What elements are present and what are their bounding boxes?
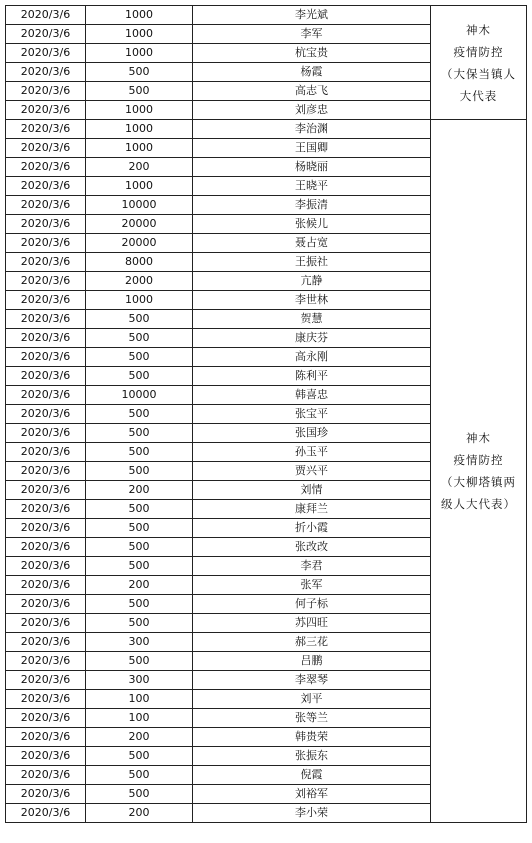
amount-cell: 500 xyxy=(86,557,193,576)
name-cell: 亢静 xyxy=(193,272,431,291)
date-cell: 2020/3/6 xyxy=(6,538,86,557)
name-cell: 杭宝贵 xyxy=(193,44,431,63)
amount-cell: 500 xyxy=(86,519,193,538)
name-cell: 李军 xyxy=(193,25,431,44)
name-cell: 王晓平 xyxy=(193,177,431,196)
amount-cell: 200 xyxy=(86,804,193,823)
amount-cell: 500 xyxy=(86,367,193,386)
name-cell: 张改改 xyxy=(193,538,431,557)
date-cell: 2020/3/6 xyxy=(6,614,86,633)
name-cell: 韩喜忠 xyxy=(193,386,431,405)
table-row xyxy=(6,120,527,139)
date-cell: 2020/3/6 xyxy=(6,215,86,234)
date-cell: 2020/3/6 xyxy=(6,690,86,709)
amount-cell: 20000 xyxy=(86,215,193,234)
amount-cell: 2000 xyxy=(86,272,193,291)
amount-cell: 100 xyxy=(86,690,193,709)
group-note-line: （大柳塔镇两 xyxy=(441,475,516,489)
date-cell: 2020/3/6 xyxy=(6,139,86,158)
amount-cell: 500 xyxy=(86,614,193,633)
date-cell: 2020/3/6 xyxy=(6,481,86,500)
amount-cell: 500 xyxy=(86,500,193,519)
date-cell: 2020/3/6 xyxy=(6,405,86,424)
date-cell: 2020/3/6 xyxy=(6,63,86,82)
amount-cell: 100 xyxy=(86,709,193,728)
name-cell: 高永刚 xyxy=(193,348,431,367)
group-note-cell xyxy=(431,6,527,120)
date-cell: 2020/3/6 xyxy=(6,44,86,63)
date-cell: 2020/3/6 xyxy=(6,253,86,272)
group-note-cell xyxy=(431,120,527,823)
name-cell: 杨晓丽 xyxy=(193,158,431,177)
amount-cell: 500 xyxy=(86,747,193,766)
group-note-line: 神木 xyxy=(466,22,491,37)
amount-cell: 1000 xyxy=(86,101,193,120)
amount-cell: 20000 xyxy=(86,234,193,253)
amount-cell: 500 xyxy=(86,63,193,82)
name-cell: 李世林 xyxy=(193,291,431,310)
amount-cell: 300 xyxy=(86,633,193,652)
date-cell: 2020/3/6 xyxy=(6,633,86,652)
date-cell: 2020/3/6 xyxy=(6,766,86,785)
amount-cell: 1000 xyxy=(86,139,193,158)
amount-cell: 500 xyxy=(86,310,193,329)
date-cell: 2020/3/6 xyxy=(6,82,86,101)
name-cell: 刘彦忠 xyxy=(193,101,431,120)
amount-cell: 1000 xyxy=(86,120,193,139)
date-cell: 2020/3/6 xyxy=(6,671,86,690)
name-cell: 康拜兰 xyxy=(193,500,431,519)
name-cell: 吕鹏 xyxy=(193,652,431,671)
name-cell: 何子标 xyxy=(193,595,431,614)
name-cell: 刘平 xyxy=(193,690,431,709)
name-cell: 倪霞 xyxy=(193,766,431,785)
name-cell: 郝三花 xyxy=(193,633,431,652)
date-cell: 2020/3/6 xyxy=(6,25,86,44)
group-note-line: 大代表 xyxy=(459,88,498,103)
amount-cell: 1000 xyxy=(86,6,193,25)
amount-cell: 500 xyxy=(86,424,193,443)
date-cell: 2020/3/6 xyxy=(6,329,86,348)
amount-cell: 200 xyxy=(86,158,193,177)
date-cell: 2020/3/6 xyxy=(6,804,86,823)
name-cell: 孙玉平 xyxy=(193,443,431,462)
date-cell: 2020/3/6 xyxy=(6,158,86,177)
name-cell: 康庆芬 xyxy=(193,329,431,348)
date-cell: 2020/3/6 xyxy=(6,576,86,595)
amount-cell: 500 xyxy=(86,595,193,614)
name-cell: 李小荣 xyxy=(193,804,431,823)
date-cell: 2020/3/6 xyxy=(6,785,86,804)
donation-table xyxy=(5,5,527,823)
amount-cell: 500 xyxy=(86,82,193,101)
date-cell: 2020/3/6 xyxy=(6,291,86,310)
name-cell: 刘裕军 xyxy=(193,785,431,804)
table-row xyxy=(6,6,527,25)
date-cell: 2020/3/6 xyxy=(6,728,86,747)
name-cell: 李君 xyxy=(193,557,431,576)
name-cell: 张国珍 xyxy=(193,424,431,443)
amount-cell: 500 xyxy=(86,329,193,348)
date-cell: 2020/3/6 xyxy=(6,196,86,215)
date-cell: 2020/3/6 xyxy=(6,6,86,25)
date-cell: 2020/3/6 xyxy=(6,120,86,139)
date-cell: 2020/3/6 xyxy=(6,386,86,405)
group-note-line: 神木 xyxy=(466,431,491,445)
group-note-line: 级人大代表） xyxy=(441,497,516,511)
amount-cell: 500 xyxy=(86,443,193,462)
date-cell: 2020/3/6 xyxy=(6,500,86,519)
amount-cell: 300 xyxy=(86,671,193,690)
name-cell: 陈利平 xyxy=(193,367,431,386)
amount-cell: 8000 xyxy=(86,253,193,272)
group-note-line: （大保当镇人 xyxy=(441,66,516,81)
name-cell: 李振清 xyxy=(193,196,431,215)
name-cell: 苏四旺 xyxy=(193,614,431,633)
name-cell: 王振社 xyxy=(193,253,431,272)
name-cell: 杨霞 xyxy=(193,63,431,82)
date-cell: 2020/3/6 xyxy=(6,234,86,253)
name-cell: 张候儿 xyxy=(193,215,431,234)
name-cell: 聂占宽 xyxy=(193,234,431,253)
amount-cell: 200 xyxy=(86,576,193,595)
name-cell: 张军 xyxy=(193,576,431,595)
date-cell: 2020/3/6 xyxy=(6,462,86,481)
date-cell: 2020/3/6 xyxy=(6,519,86,538)
name-cell: 张振东 xyxy=(193,747,431,766)
amount-cell: 1000 xyxy=(86,177,193,196)
amount-cell: 10000 xyxy=(86,196,193,215)
amount-cell: 500 xyxy=(86,766,193,785)
amount-cell: 10000 xyxy=(86,386,193,405)
date-cell: 2020/3/6 xyxy=(6,424,86,443)
amount-cell: 200 xyxy=(86,481,193,500)
name-cell: 李治渊 xyxy=(193,120,431,139)
name-cell: 王国卿 xyxy=(193,139,431,158)
name-cell: 高志飞 xyxy=(193,82,431,101)
amount-cell: 200 xyxy=(86,728,193,747)
date-cell: 2020/3/6 xyxy=(6,443,86,462)
date-cell: 2020/3/6 xyxy=(6,101,86,120)
name-cell: 张等兰 xyxy=(193,709,431,728)
name-cell: 贺慧 xyxy=(193,310,431,329)
amount-cell: 1000 xyxy=(86,291,193,310)
amount-cell: 1000 xyxy=(86,25,193,44)
date-cell: 2020/3/6 xyxy=(6,557,86,576)
name-cell: 韩贵荣 xyxy=(193,728,431,747)
name-cell: 折小霞 xyxy=(193,519,431,538)
amount-cell: 500 xyxy=(86,462,193,481)
name-cell: 李翠琴 xyxy=(193,671,431,690)
name-cell: 李光斌 xyxy=(193,6,431,25)
amount-cell: 1000 xyxy=(86,44,193,63)
date-cell: 2020/3/6 xyxy=(6,595,86,614)
name-cell: 张宝平 xyxy=(193,405,431,424)
date-cell: 2020/3/6 xyxy=(6,747,86,766)
amount-cell: 500 xyxy=(86,405,193,424)
date-cell: 2020/3/6 xyxy=(6,177,86,196)
amount-cell: 500 xyxy=(86,652,193,671)
name-cell: 刘情 xyxy=(193,481,431,500)
date-cell: 2020/3/6 xyxy=(6,348,86,367)
date-cell: 2020/3/6 xyxy=(6,709,86,728)
date-cell: 2020/3/6 xyxy=(6,272,86,291)
amount-cell: 500 xyxy=(86,538,193,557)
amount-cell: 500 xyxy=(86,348,193,367)
date-cell: 2020/3/6 xyxy=(6,367,86,386)
date-cell: 2020/3/6 xyxy=(6,310,86,329)
group-note-line: 疫情防控 xyxy=(453,44,504,59)
amount-cell: 500 xyxy=(86,785,193,804)
date-cell: 2020/3/6 xyxy=(6,652,86,671)
donation-table-body xyxy=(6,6,527,823)
group-note-line: 疫情防控 xyxy=(453,453,504,467)
name-cell: 贾兴平 xyxy=(193,462,431,481)
